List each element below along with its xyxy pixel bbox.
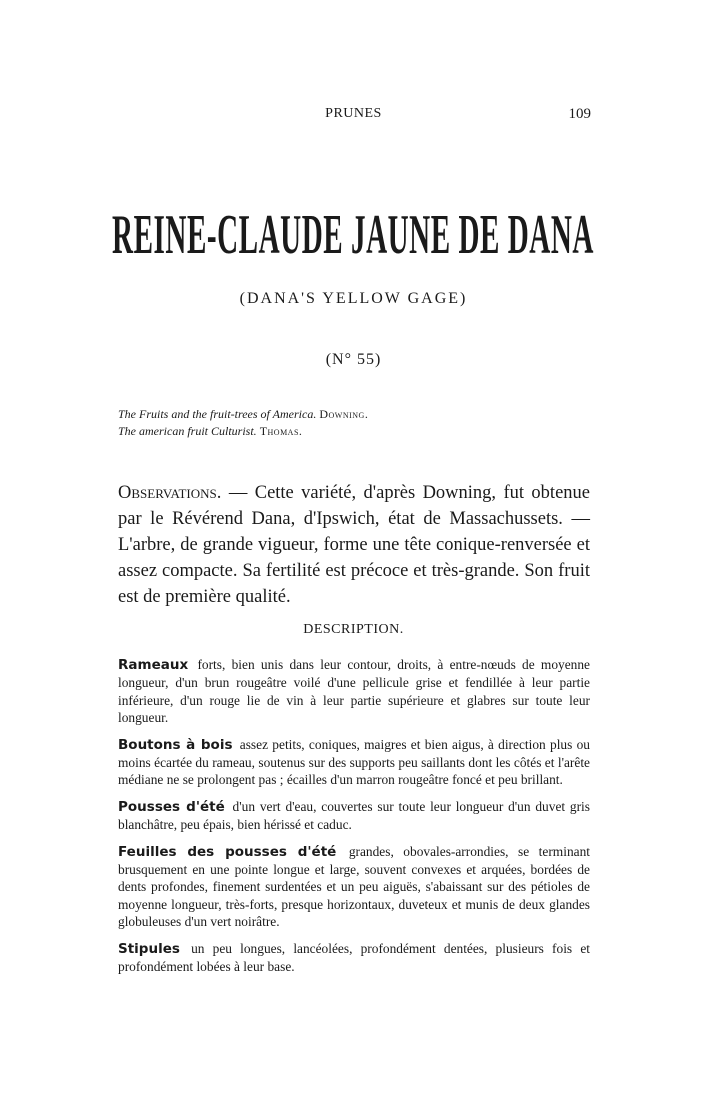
reference-work: The american fruit Culturist. bbox=[118, 424, 257, 438]
description-term: Rameaux bbox=[118, 657, 189, 673]
description-text: forts, bien unis dans leur contour, droits, à entre-nœuds de moyenne longueur, d'un brun rougeâtre voilé d'une pellicule grise et fendillée à leur partie inférieure, d'un rouge lie de vin à leur partie supérieure et glabres sur toute leur longueur. bbox=[118, 657, 590, 726]
description-item bbox=[118, 843, 590, 931]
description-term: Pousses d'été bbox=[118, 798, 225, 815]
description-section bbox=[118, 656, 590, 985]
description-heading: DESCRIPTION. bbox=[303, 622, 404, 637]
reference-author: Downing. bbox=[319, 407, 369, 421]
reference-item bbox=[118, 423, 368, 440]
observations-text: — Cette variété, d'après Downing, fut obtenue par le Révérend Dana, d'Ipswich, état de Massachussets. — L'arbre, de grande vigueur, forme une tête conique-renversée et assez compacte. Sa fertilité est précoce et très-grande. Son fruit est de première qualité. bbox=[118, 483, 590, 607]
description-term: Boutons à bois bbox=[118, 736, 233, 753]
running-head bbox=[0, 106, 707, 126]
references bbox=[118, 406, 368, 440]
description-item bbox=[118, 798, 590, 834]
description-item bbox=[118, 656, 590, 727]
reference-work: The Fruits and the fruit-trees of America. bbox=[118, 407, 317, 421]
page-title: REINE-CLAUDE JAUNE DE DANA bbox=[112, 204, 594, 266]
description-text: grandes, obovales-arrondies, se terminant brusquement en une pointe longue et large, souvent convexes et arquées, bordées de dents profondes, finement surdentées et un peu aiguës, s'abaissant sur des pétioles de moyenne longueur, très-forts, presque horizontaux, duveteux et munis de deux glandes globuleuses d'un vert noirâtre. bbox=[118, 843, 590, 930]
section-name: PRUNES bbox=[325, 106, 382, 121]
reference-author: Thomas. bbox=[259, 424, 303, 438]
description-item bbox=[118, 736, 590, 789]
subtitle: (DANA'S YELLOW GAGE) bbox=[239, 290, 468, 307]
variety-number: (N° 55) bbox=[325, 351, 382, 368]
observations-lead: Observations. bbox=[118, 483, 222, 503]
description-term: Feuilles des pousses d'été bbox=[118, 843, 337, 860]
description-term: Stipules bbox=[118, 940, 180, 957]
page-number: 109 bbox=[568, 106, 591, 122]
observations-paragraph bbox=[118, 480, 590, 610]
reference-item bbox=[118, 406, 368, 423]
description-text: un peu longues, lancéolées, profondément dentées, plusieurs fois et profondément lobées à leur base. bbox=[118, 940, 590, 975]
description-text: d'un vert d'eau, couvertes sur toute leur longueur d'un duvet gris blanchâtre, peu épais, bien hérissé et caduc. bbox=[118, 798, 590, 833]
description-item bbox=[118, 940, 590, 976]
description-text: assez petits, coniques, maigres et bien aigus, à direction plus ou moins écartée du rameau, soutenus sur des supports peu saillants dont les côtés et l'arête médiane ne se prolongent pas ; écailles d'un marron rougeâtre foncé et peu brillant. bbox=[118, 736, 590, 788]
